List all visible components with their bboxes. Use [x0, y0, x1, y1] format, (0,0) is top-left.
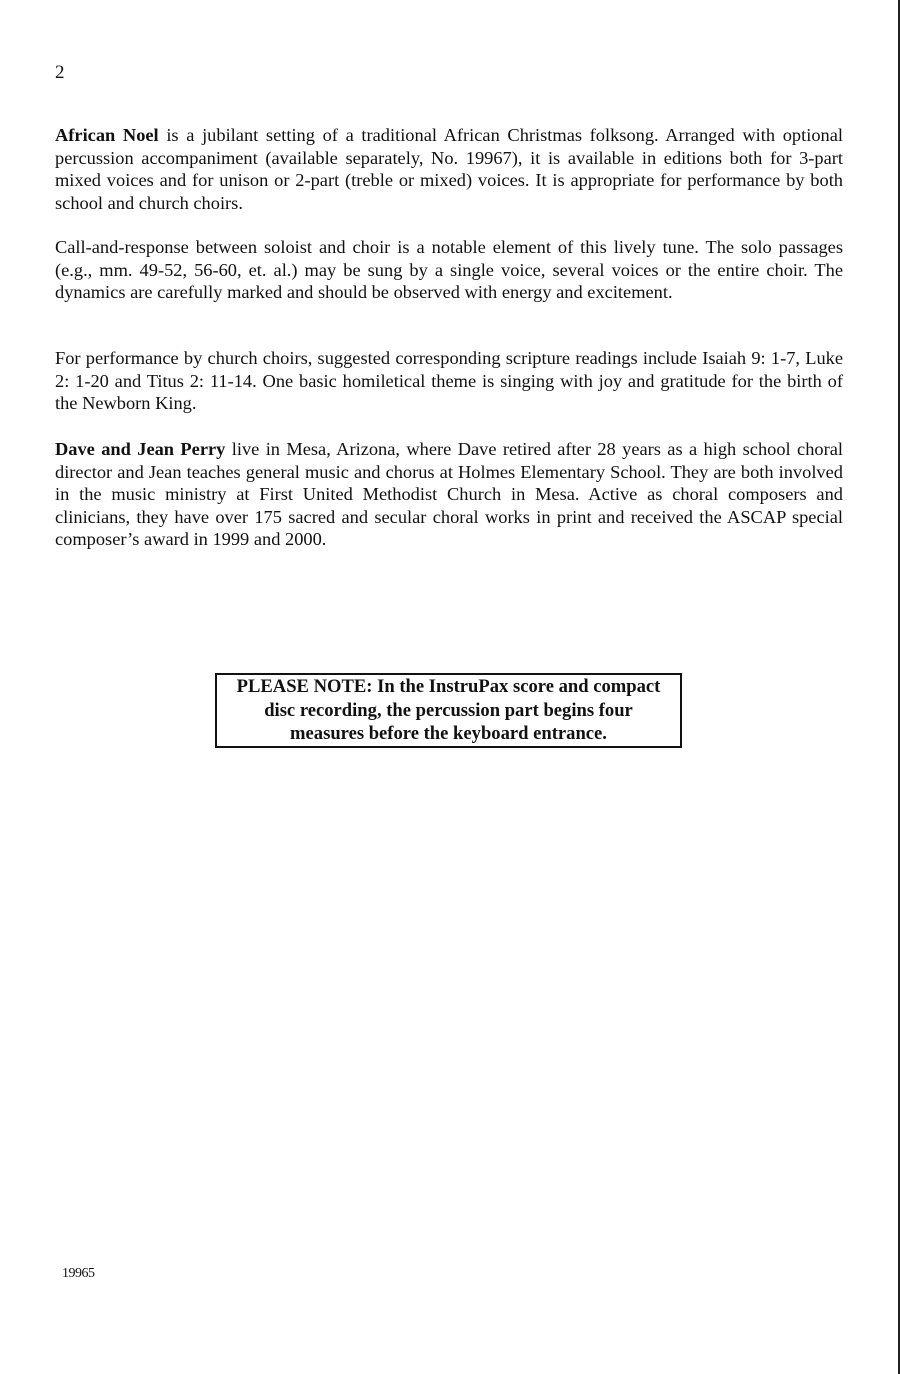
authors-bold: Dave and Jean Perry	[55, 439, 226, 459]
please-note-box	[215, 673, 682, 748]
paragraph-call-and-response-text: Call-and-response between soloist and choir is a notable element of this lively tune. The solo passages (e.g., mm. 49-52, 56-60, et. al.) may be sung by a single voice, several voices or the entire choir. The dynamics are carefully marked and should be observed with energy and excitement.	[55, 237, 843, 303]
paragraph-scripture-text: For performance by church choirs, suggested corresponding scripture readings include Isaiah 9: 1-7, Luke 2: 1-20 and Titus 2: 11-14. One basic homiletical theme is singing with joy and gratitude for the birth of the Newborn King.	[55, 348, 843, 414]
note-line-3: measures before the keyboard entrance.	[290, 723, 607, 745]
paragraph-authors	[55, 438, 843, 551]
note-line-2: disc recording, the percussion part begins four	[264, 699, 633, 721]
paragraph-scripture	[55, 347, 843, 415]
paragraph-authors-text: live in Mesa, Arizona, where Dave retired after 28 years as a high school choral director and Jean teaches general music and chorus at Holmes Elementary School. They are both involved in the music ministry at First United Methodist Church in Mesa. Active as choral composers and clinicians, they have over 175 sacred and secular choral works in print and received the ASCAP special composer’s award in 1999 and 2000.	[55, 439, 843, 550]
catalog-number: 19965	[62, 1266, 95, 1281]
paragraph-call-and-response	[55, 236, 843, 304]
title-bold: African Noel	[55, 125, 159, 145]
page-number: 2	[55, 62, 65, 83]
note-line-1: PLEASE NOTE: In the InstruPax score and compact	[236, 676, 661, 698]
paragraph-intro	[55, 124, 843, 214]
paragraph-intro-text: is a jubilant setting of a traditional African Christmas folksong. Arranged with optional percussion accompaniment (available separately, No. 19967), it is available in editions both for 3-part mixed voices and for unison or 2-part (treble or mixed) voices. It is appropriate for performance by both school and church choirs.	[55, 125, 843, 213]
